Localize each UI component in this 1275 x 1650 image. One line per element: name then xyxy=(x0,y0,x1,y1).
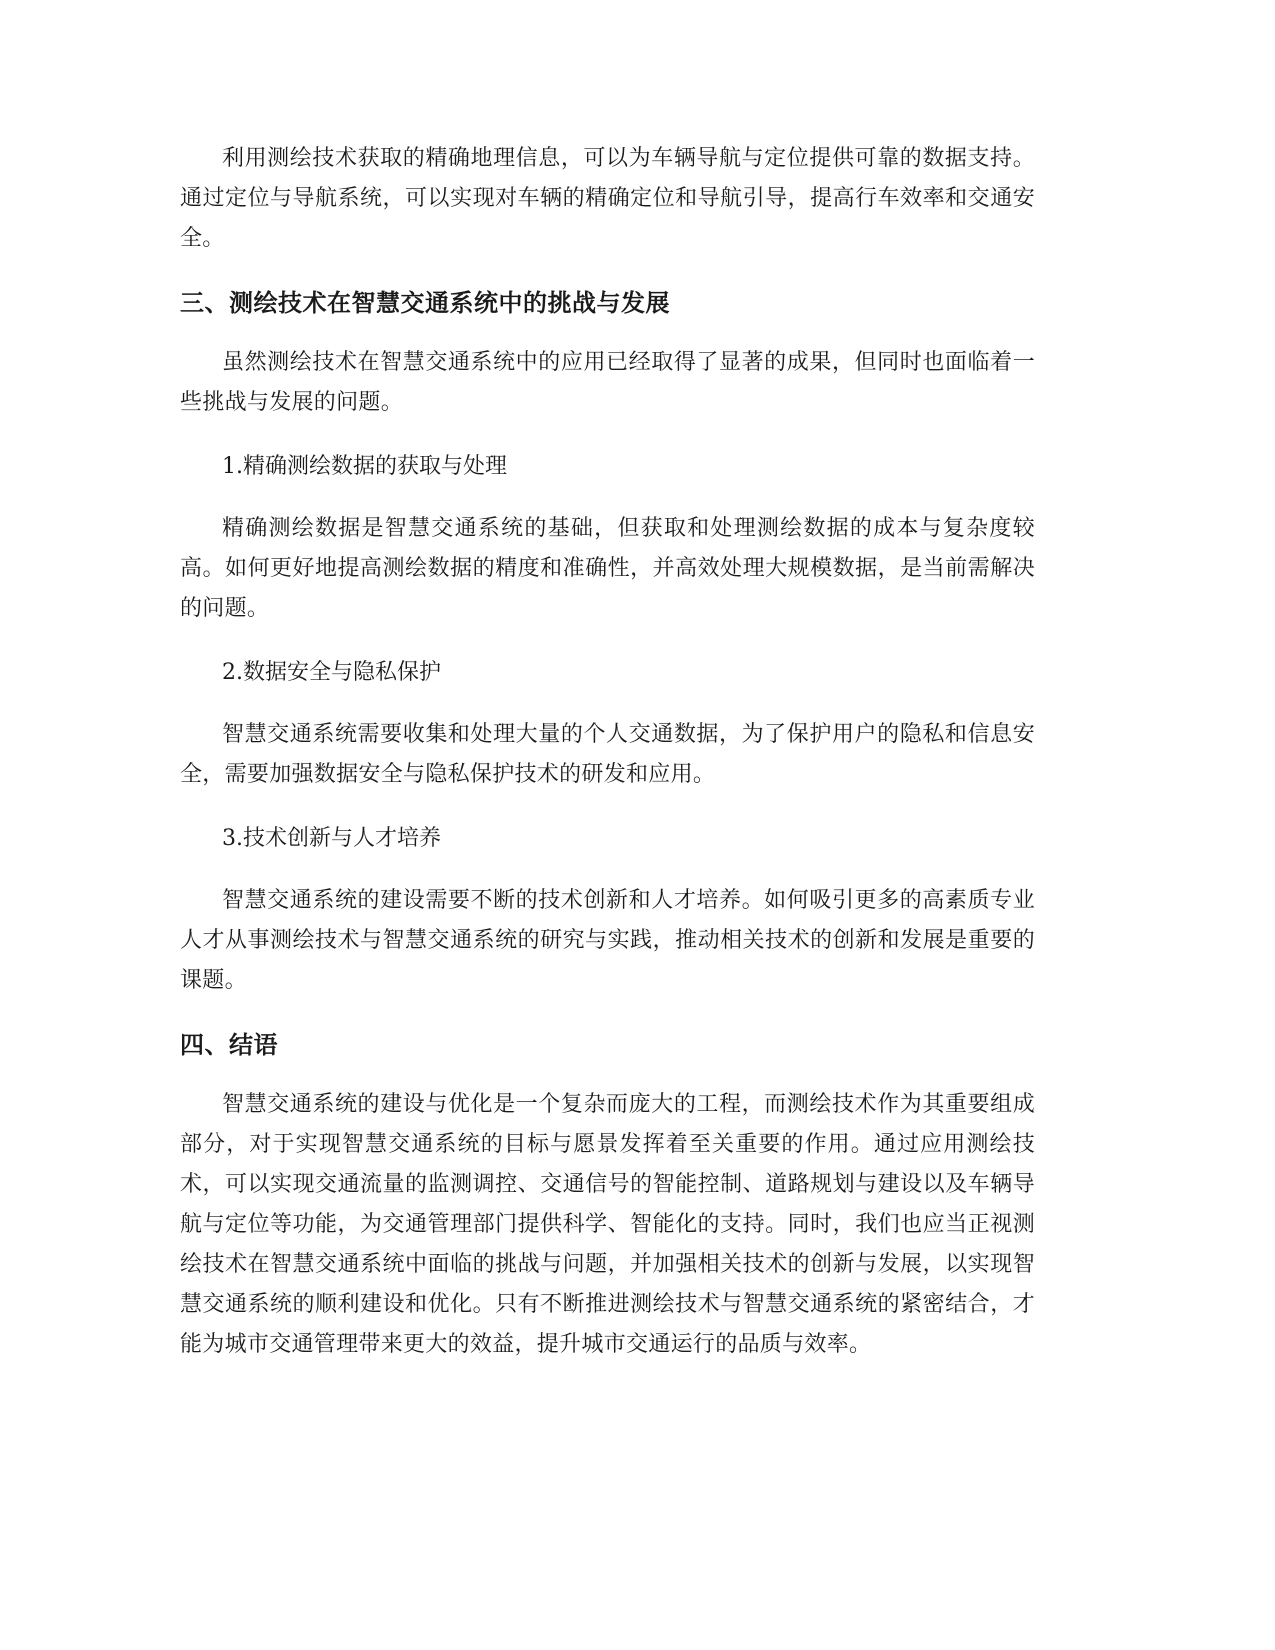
paragraph-data-acquisition: 精确测绘数据是智慧交通系统的基础，但获取和处理测绘数据的成本与复杂度较高。如何更好地提高测绘数据的精度和准确性，并高效处理大规模数据，是当前需解决的问题。 xyxy=(180,516,1035,621)
paragraph-data-security: 智慧交通系统需要收集和处理大量的个人交通数据，为了保护用户的隐私和信息安全，需要加强数据安全与隐私保护技术的研发和应用。 xyxy=(180,722,1035,787)
document-body xyxy=(180,139,1035,1389)
list-item-data-security: 2.数据安全与隐私保护 xyxy=(222,660,441,685)
list-item-innovation-talent: 3.技术创新与人才培养 xyxy=(222,826,441,851)
section-heading-challenges: 三、测绘技术在智慧交通系统中的挑战与发展 xyxy=(180,289,670,317)
list-item-data-acquisition: 1.精确测绘数据的获取与处理 xyxy=(222,454,507,479)
paragraph-innovation-talent: 智慧交通系统的建设需要不断的技术创新和人才培养。如何吸引更多的高素质专业人才从事测绘技术与智慧交通系统的研究与实践，推动相关技术的创新和发展是重要的课题。 xyxy=(180,888,1035,993)
section-heading-conclusion: 四、结语 xyxy=(180,1031,278,1059)
paragraph-challenges-intro: 虽然测绘技术在智慧交通系统中的应用已经取得了显著的成果，但同时也面临着一些挑战与发展的问题。 xyxy=(180,350,1035,415)
paragraph-conclusion: 智慧交通系统的建设与优化是一个复杂而庞大的工程，而测绘技术作为其重要组成部分，对于实现智慧交通系统的目标与愿景发挥着至关重要的作用。通过应用测绘技术，可以实现交通流量的监测调控、交通信号的智能控制、道路规划与建设以及车辆导航与定位等功能，为交通管理部门提供科学、智能化的支持。同时，我们也应当正视测绘技术在智慧交通系统中面临的挑战与问题，并加强相关技术的创新与发展，以实现智慧交通系统的顺利建设和优化。只有不断推进测绘技术与智慧交通系统的紧密结合，才能为城市交通管理带来更大的效益，提升城市交通运行的品质与效率。 xyxy=(180,1092,1035,1357)
paragraph-navigation-support: 利用测绘技术获取的精确地理信息，可以为车辆导航与定位提供可靠的数据支持。通过定位与导航系统，可以实现对车辆的精确定位和导航引导，提高行车效率和交通安全。 xyxy=(180,146,1035,251)
